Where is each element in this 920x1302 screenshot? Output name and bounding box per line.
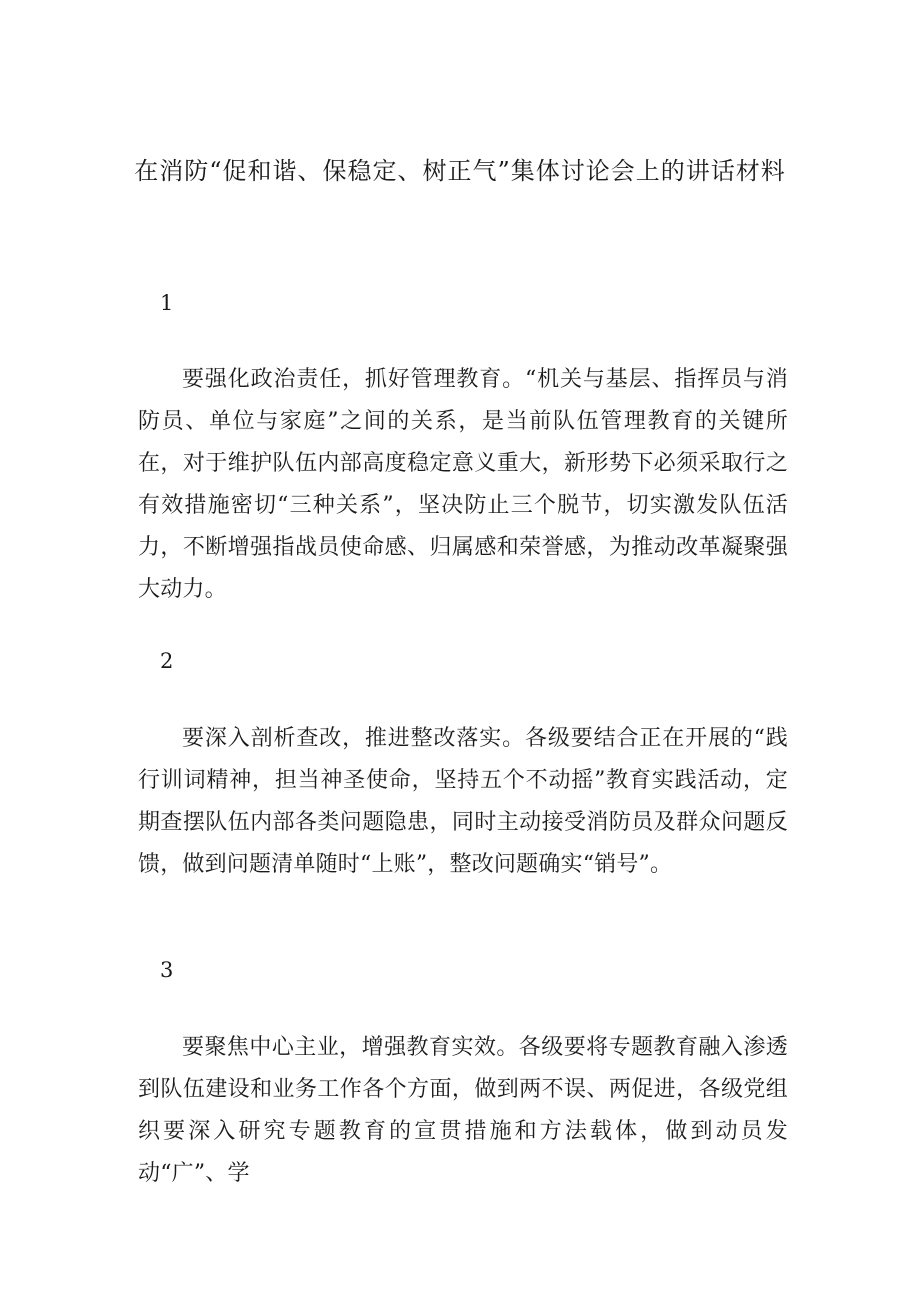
section-paragraph: 要强化政治责任，抓好管理教育。“机关与基层、指挥员与消防员、单位与家庭”之间的关系，是当前队伍管理教育的关键所在，对于维护队伍内部高度稳定意义重大，新形势下必须采取行之有效措施密切“三种关系”，坚决防止三个脱节，切实激发队伍活力，不断增强指战员使命感、归属感和荣誉感，为推动改革凝聚强大动力。 [138,367,788,602]
section-paragraph: 要聚焦中心主业，增强教育实效。各级要将专题教育融入渗透到队伍建设和业务工作各个方面，做到两不误、两促进，各级党组织要深入研究专题教育的宣贯措施和方法载体，做到动员发动“广”、学 [138,1035,788,1186]
section-paragraph: 要深入剖析查改，推进整改落实。各级要结合正在开展的“践行训词精神，担当神圣使命，坚持五个不动摇”教育实践活动，定期查摆队伍内部各类问题隐患，同时主动接受消防员及群众问题反馈，做到问题清单随时“上账”，整改问题确实“销号”。 [138,726,788,877]
document-title: 在消防“促和谐、保稳定、树正气”集体讨论会上的讲话材料 [134,157,786,185]
section-number: 3 [160,958,174,982]
section-number: 1 [160,291,174,315]
section-number: 2 [160,649,174,673]
